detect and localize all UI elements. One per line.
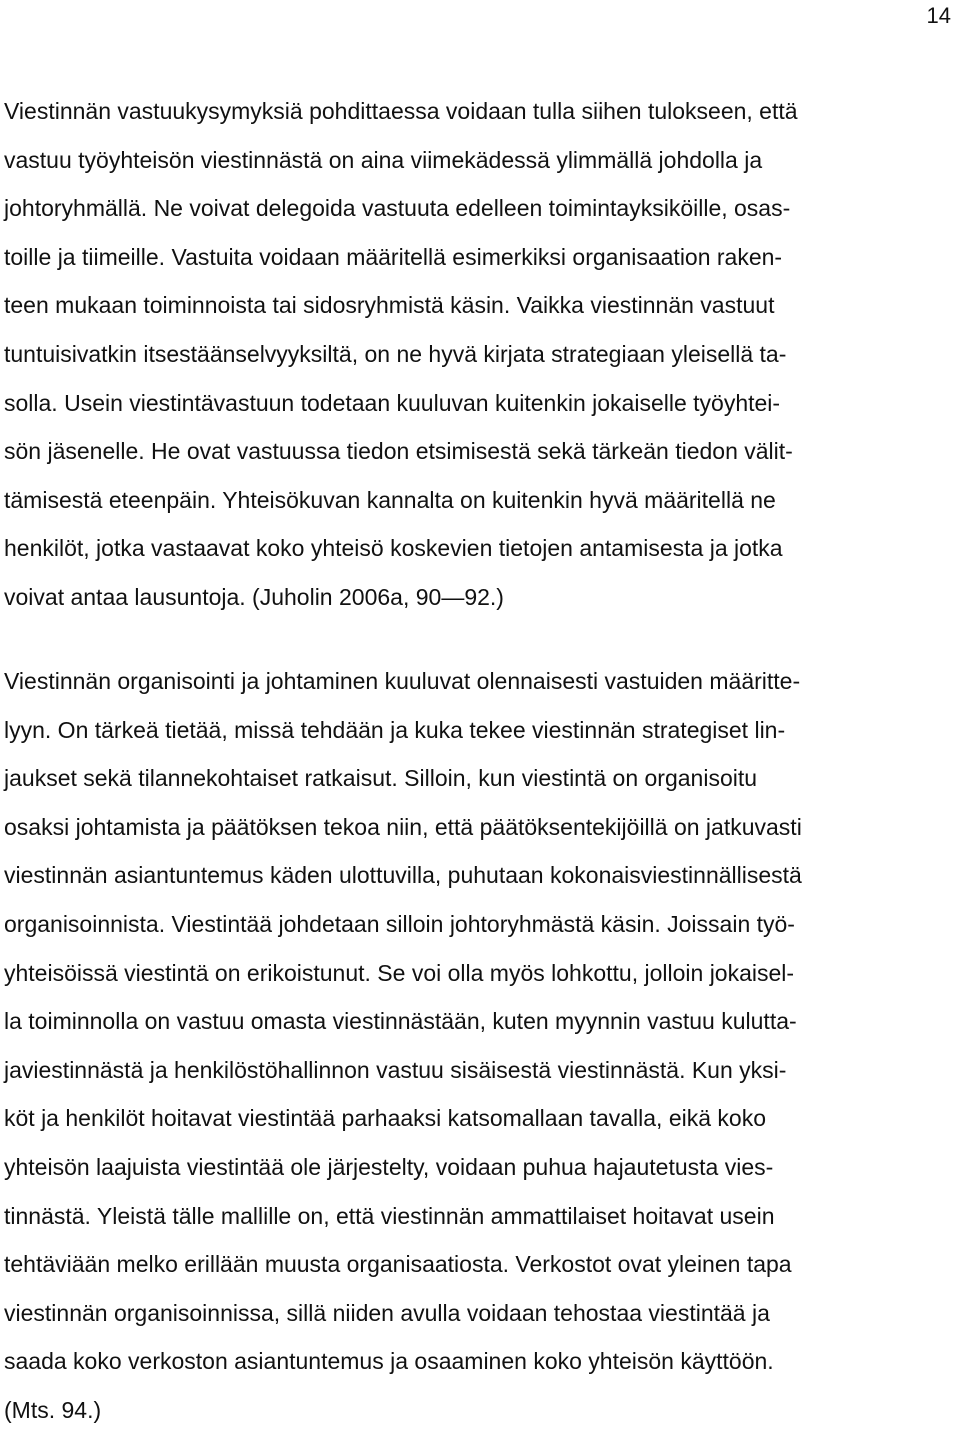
text-line: tämisestä eteenpäin. Yhteisökuvan kannalta on kuitenkin hyvä määritellä ne (4, 486, 776, 513)
text-line: lyyn. On tärkeä tietää, missä tehdään ja kuka tekee viestinnän strategiset lin- (4, 716, 786, 743)
text-line: yhteisön laajuista viestintää ole järjestelty, voidaan puhua hajautetusta vies- (4, 1153, 774, 1180)
paragraph-responsibility (4, 87, 960, 622)
page-number: 14 (926, 3, 951, 28)
text-line: voivat antaa lausuntoja. (Juholin 2006a, 90—92.) (4, 583, 504, 610)
text-line: viestinnän organisoinnissa, sillä niiden avulla voidaan tehostaa viestintää ja (4, 1299, 770, 1326)
text-line: (Mts. 94.) (4, 1396, 102, 1423)
text-line: tinnästä. Yleistä tälle mallille on, että viestinnän ammattilaiset hoitavat usein (4, 1202, 775, 1229)
text-line: javiestinnästä ja henkilöstöhallinnon vastuu sisäisestä viestinnästä. Kun yksi- (4, 1056, 787, 1083)
paragraph-organisation (4, 657, 960, 1435)
text-line: organisoinnista. Viestintää johdetaan silloin johtoryhmästä käsin. Joissain työ- (4, 910, 795, 937)
text-line: köt ja henkilöt hoitavat viestintää parhaaksi katsomallaan tavalla, eikä koko (4, 1105, 766, 1132)
text-line: vastuu työyhteisön viestinnästä on aina viimekädessä ylimmällä johdolla ja (4, 146, 763, 173)
text-line: yhteisöissä viestintä on erikoistunut. Se voi olla myös lohkottu, jolloin jokaisel- (4, 959, 795, 986)
text-line: jaukset sekä tilannekohtaiset ratkaisut. Silloin, kun viestintä on organisoitu (4, 765, 758, 792)
text-line: tehtäviään melko erillään muusta organisaatiosta. Verkostot ovat yleinen tapa (4, 1251, 792, 1278)
text-line: Viestinnän organisointi ja johtaminen kuuluvat olennaisesti vastuiden määritte- (4, 668, 801, 694)
text-line: saada koko verkoston asiantuntemus ja osaaminen koko yhteisön käyttöön. (4, 1348, 774, 1375)
text-line: sön jäsenelle. He ovat vastuussa tiedon etsimisestä sekä tärkeän tiedon välit- (4, 438, 793, 465)
text-line: osaksi johtamista ja päätöksen tekoa niin, että päätöksentekijöillä on jatkuvasti (4, 813, 802, 840)
text-line: toille ja tiimeille. Vastuita voidaan määritellä esimerkiksi organisaation raken- (4, 243, 783, 270)
text-line: la toiminnolla on vastuu omasta viestinnästään, kuten myynnin vastuu kulutta- (4, 1008, 797, 1035)
text-line: Viestinnän vastuukysymyksiä pohdittaessa voidaan tulla siihen tulokseen, että (4, 98, 798, 124)
text-line: henkilöt, jotka vastaavat koko yhteisö koskevien tietojen antamisesta ja jotka (4, 535, 783, 562)
text-line: solla. Usein viestintävastuun todetaan kuuluvan kuitenkin jokaiselle työyhtei- (4, 389, 781, 416)
text-line: teen mukaan toiminnoista tai sidosryhmistä käsin. Vaikka viestinnän vastuut (4, 292, 775, 319)
text-line: johtoryhmällä. Ne voivat delegoida vastuuta edelleen toimintayksiköille, osas- (4, 195, 791, 222)
text-line: viestinnän asiantuntemus käden ulottuvilla, puhutaan kokonaisviestinnällisestä (4, 862, 802, 889)
text-line: tuntuisivatkin itsestäänselvyyksiltä, on ne hyvä kirjata strategiaan yleisellä ta- (4, 340, 787, 367)
